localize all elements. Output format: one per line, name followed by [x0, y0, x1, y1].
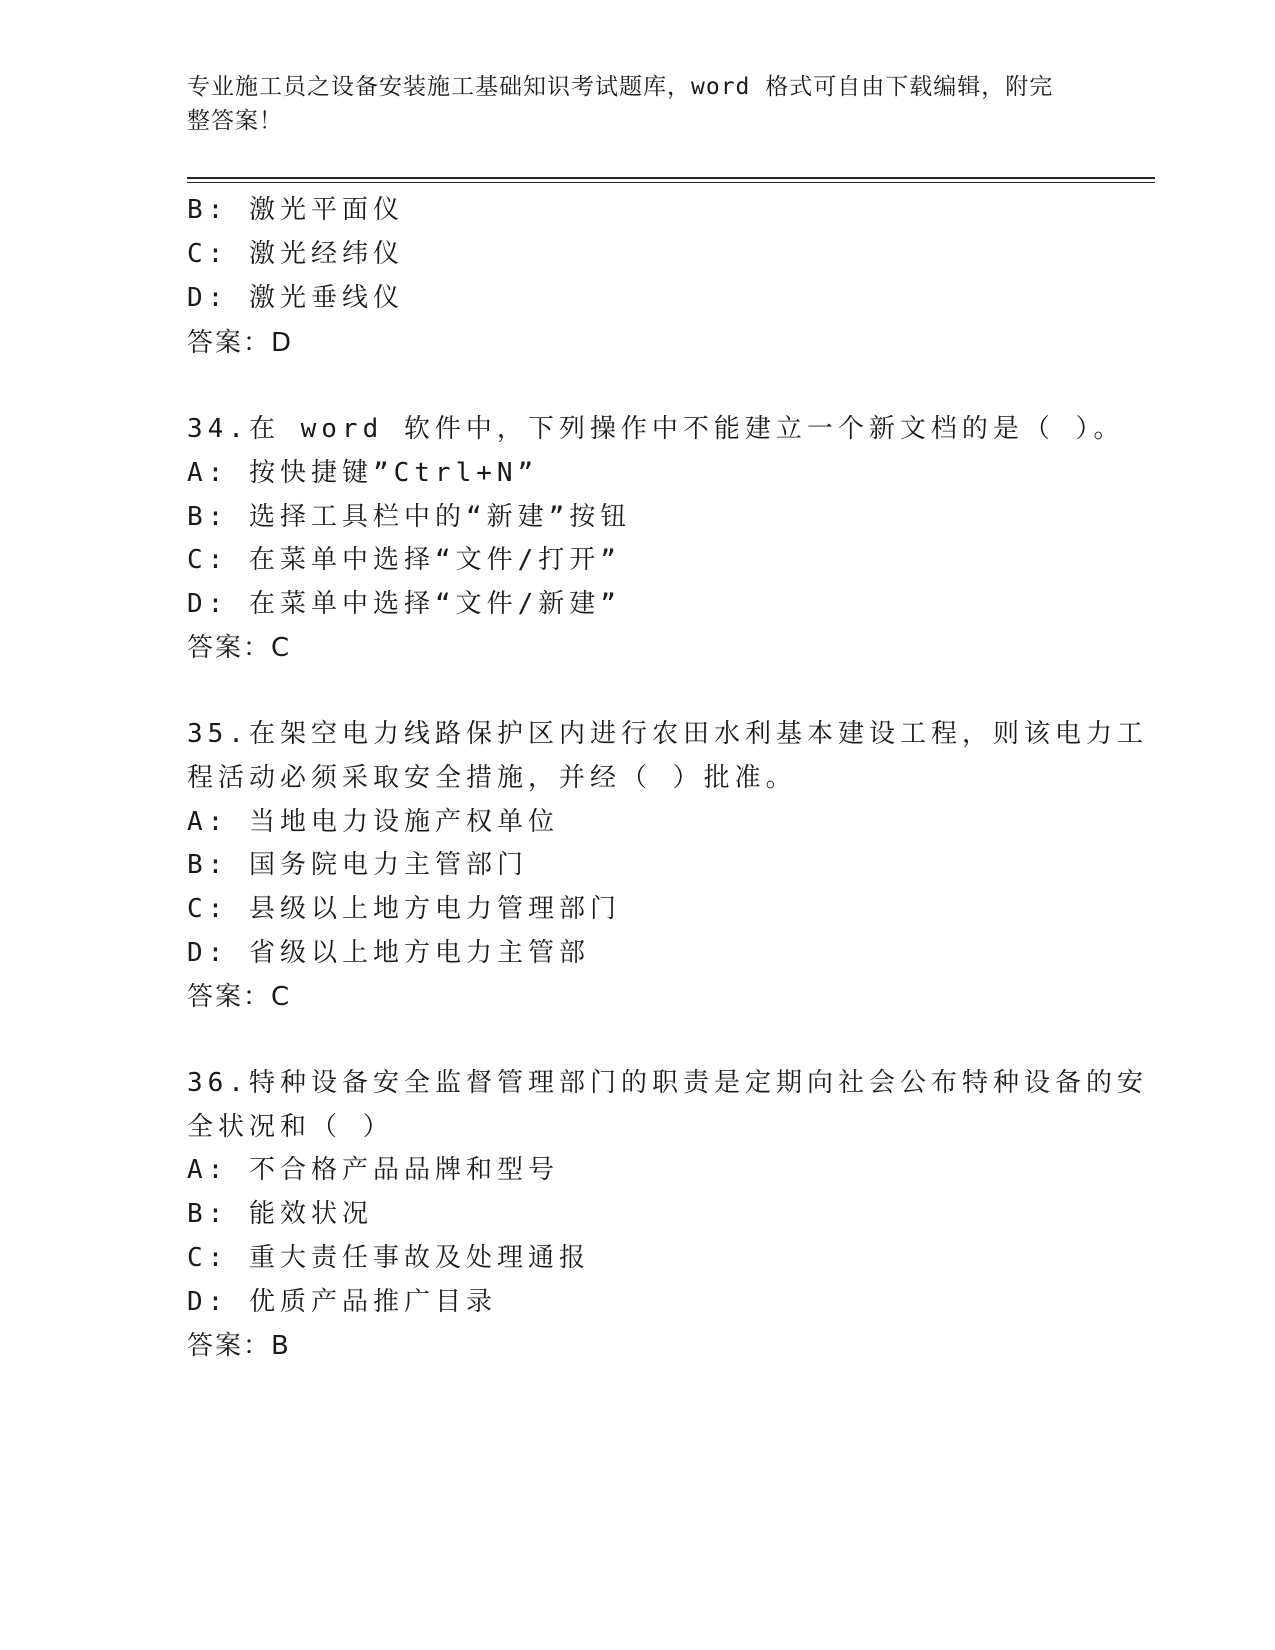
- answer: 答案：D: [187, 328, 294, 358]
- header-rule-thin: [187, 182, 1155, 183]
- question-stem: 36.特种设备安全监督管理部门的职责是定期向社会公布特种设备的安: [187, 1068, 1148, 1098]
- option-b: B: 能效状况: [187, 1199, 373, 1229]
- question-stem-cont: 程活动必须采取安全措施，并经（ ）批准。: [187, 763, 797, 793]
- answer: 答案：C: [187, 633, 292, 663]
- option-c: C: 重大责任事故及处理通报: [187, 1243, 590, 1273]
- option-d: D: 在菜单中选择“文件/新建”: [187, 589, 621, 619]
- option-b: B: 国务院电力主管部门: [187, 850, 528, 880]
- option-a: A: 按快捷键”Ctrl+N”: [187, 458, 539, 488]
- option-c: C: 县级以上地方电力管理部门: [187, 894, 621, 924]
- header-rule-thick: [187, 177, 1155, 179]
- option-d: D: 优质产品推广目录: [187, 1287, 497, 1317]
- answer: 答案：C: [187, 982, 292, 1012]
- question-stem-cont: 全状况和（ ）: [187, 1112, 394, 1142]
- answer: 答案：B: [187, 1331, 291, 1361]
- page-header: 专业施工员之设备安装施工基础知识考试题库，word 格式可自由下载编辑，附完整答案！: [187, 74, 1054, 134]
- option-b: B: 激光平面仪: [187, 195, 404, 225]
- question-stem: 34.在 word 软件中，下列操作中不能建立一个新文档的是（ ）。: [187, 414, 1125, 444]
- option-a: A: 不合格产品品牌和型号: [187, 1155, 559, 1185]
- option-b: B: 选择工具栏中的“新建”按钮: [187, 502, 632, 532]
- option-c: C: 在菜单中选择“文件/打开”: [187, 545, 621, 575]
- question-stem: 35.在架空电力线路保护区内进行农田水利基本建设工程，则该电力工: [187, 719, 1148, 749]
- option-a: A: 当地电力设施产权单位: [187, 807, 559, 837]
- option-d: D: 省级以上地方电力主管部: [187, 938, 590, 968]
- option-c: C: 激光经纬仪: [187, 239, 404, 269]
- option-d: D: 激光垂线仪: [187, 283, 404, 313]
